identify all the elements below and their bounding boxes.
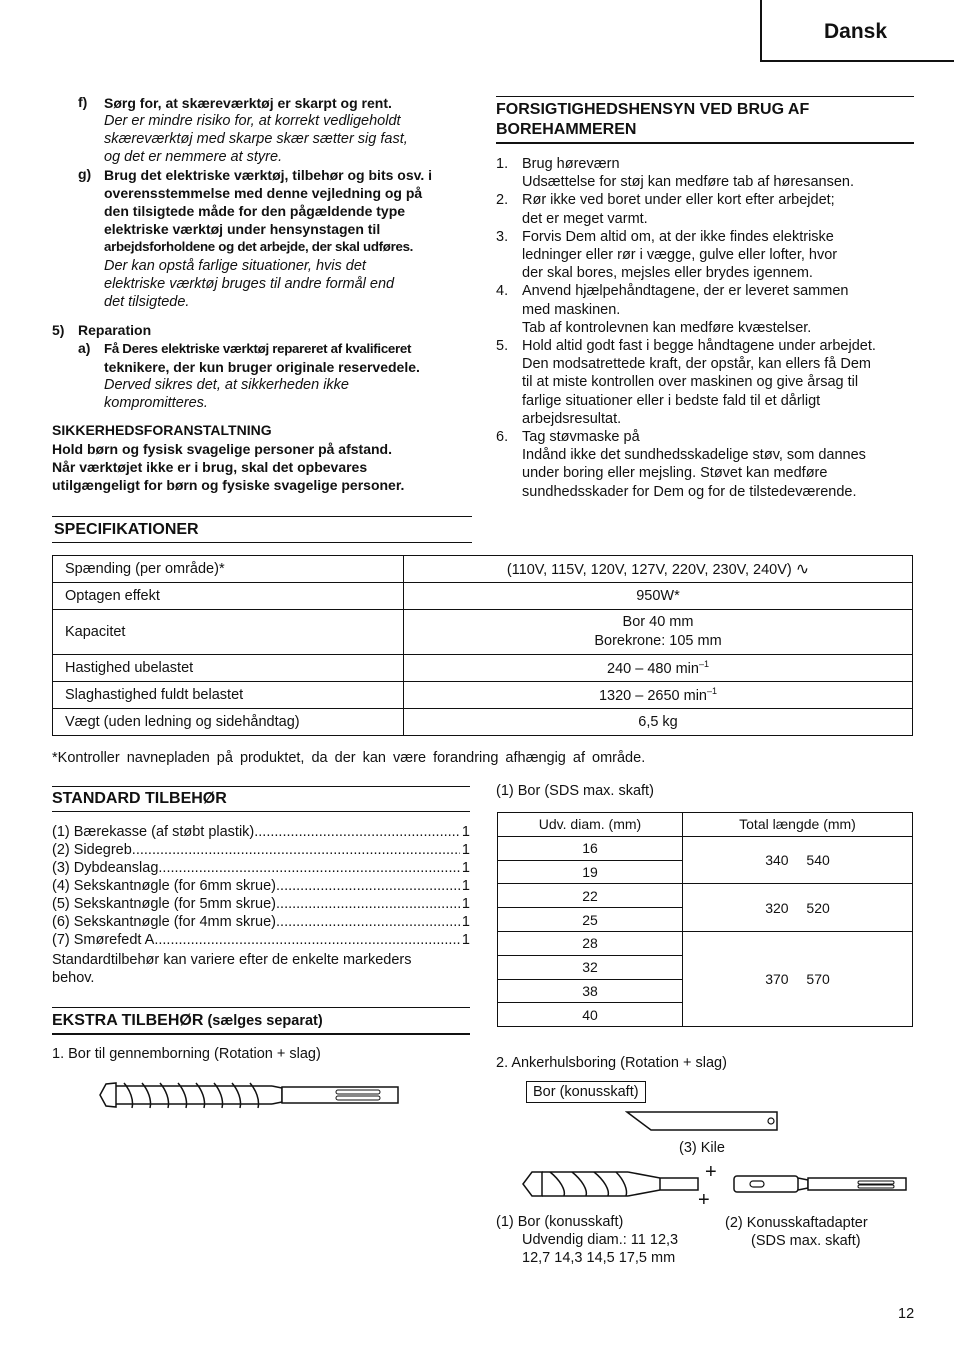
extra-top-rule [52, 1007, 470, 1008]
precautions-list [496, 155, 914, 501]
standard-title: STANDARD TILBEHØR [52, 790, 227, 807]
spec-label: Hastighed ubelastet [53, 655, 404, 682]
precaution-number: 4. [496, 283, 509, 300]
precaution-line: det er meget varmt. [522, 210, 648, 227]
diam-cell: 16 [498, 836, 683, 860]
dot-leader [276, 877, 460, 895]
table-row [498, 931, 913, 955]
accessory-qty: 1 [461, 896, 470, 912]
wedge-label: (3) Kile [679, 1140, 725, 1156]
length-cell: 340 540 [683, 836, 913, 884]
dot-leader [276, 913, 460, 931]
precaution-item [496, 282, 914, 337]
length-cell: 320 520 [683, 884, 913, 932]
precaution-number: 6. [496, 429, 509, 446]
wedge-image [625, 1108, 783, 1134]
item-g-text: Der kan opstå farlige situationer, hvis det elektriske værktøj bruges til andre formål end det tilsigtede. [104, 258, 395, 310]
accessory-label: (6) Sekskantnøgle (for 4mm skrue) [52, 914, 277, 930]
precaution-line: Den modsatrettede kraft, der opstår, kan ellers få Dem [522, 356, 871, 373]
precaution-line: med maskinen. [522, 301, 621, 318]
precaution-line: Brug høreværn [522, 156, 620, 172]
accessory-label: (4) Sekskantnøgle (for 6mm skrue) [52, 878, 277, 894]
precaution-line: Anvend hjælpehåndtagene, der er leveret sammen [522, 283, 849, 300]
standard-bottom-rule [52, 811, 470, 812]
anchor-box-label: Bor (konusskaft) [526, 1081, 646, 1103]
bor-table [497, 812, 913, 1027]
section-5-label: 5) [52, 322, 65, 338]
accessory-item [52, 841, 470, 859]
spec-value: 6,5 kg [404, 709, 913, 736]
accessory-label: (5) Sekskantnøgle (for 5mm skrue) [52, 896, 277, 912]
accessory-qty: 1 [461, 878, 470, 894]
section-5-title: Reparation [78, 322, 152, 338]
item-g-label: g) [78, 166, 92, 182]
safety-heading: SIKKERHEDSFORANSTALTNING [52, 422, 272, 438]
precaution-number: 1. [496, 156, 509, 172]
table-row [53, 682, 913, 709]
table-header-row [498, 813, 913, 837]
table-row [53, 655, 913, 682]
spec-label: Vægt (uden ledning og sidehåndtag) [53, 709, 404, 736]
dot-leader [276, 895, 460, 913]
accessory-item [52, 931, 470, 949]
precaution-line: farlige situationer eller i bedste fald til et dårligt [522, 392, 821, 409]
extra-title: EKSTRA TILBEHØR (sælges separat) [52, 1012, 323, 1029]
precautions-title: FORSIGTIGHEDSHENSYN VED BRUG AF BOREHAMMEREN [496, 101, 810, 138]
col-header-length: Total længde (mm) [683, 813, 913, 837]
dot-leader [158, 859, 460, 877]
precaution-number: 3. [496, 228, 509, 245]
accessory-item [52, 913, 470, 931]
spec-value: 950W* [404, 583, 913, 610]
specs-title: SPECIFIKATIONER [54, 521, 199, 538]
item-a-label: a) [78, 340, 91, 356]
precaution-line: arbejdsresultat. [522, 410, 622, 427]
spec-value: (110V, 115V, 120V, 127V, 220V, 230V, 240V) ∿ [404, 556, 913, 583]
item-g-title: Brug det elektriske værktøj, tilbehør og bits osv. i overensstemmelse med denne vejledning og på den tilsigtede måde for den pågældende type elektriske værktøj under hensynstagen til arbejdsforholdene og det arbejde, der skal udføres. [104, 167, 433, 254]
item-f-text: Der er mindre risiko for, at korrekt vedligeholdt skæreværktøj med skarpe skær sætter sig fast, og det er nemmere at styre. [104, 113, 408, 165]
table-row [498, 836, 913, 860]
diam-cell: 32 [498, 955, 683, 979]
extra-item-1: 1. Bor til gennemborning (Rotation + slag) [52, 1046, 321, 1062]
diam-cell: 28 [498, 931, 683, 955]
accessory-qty: 1 [461, 932, 470, 948]
precaution-line: Hold altid godt fast i begge håndtagene under arbejdet. [522, 338, 876, 355]
accessory-item [52, 895, 470, 913]
bor-table-caption: (1) Bor (SDS max. skaft) [496, 783, 654, 799]
precaution-item [496, 228, 914, 283]
safety-text: Hold børn og fysisk svagelige personer på afstand. Når værktøjet ikke er i brug, skal det opbevares utilgængeligt for børn og fysiske svagelige personer. [52, 441, 405, 493]
dot-leader [254, 823, 460, 841]
spec-label: Optagen effekt [53, 583, 404, 610]
spec-label: Spænding (per område)* [53, 556, 404, 583]
table-row [53, 709, 913, 736]
precaution-line: Tag støvmaske på [522, 429, 640, 446]
spec-label: Kapacitet [53, 610, 404, 655]
accessory-qty: 1 [461, 842, 470, 858]
diam-cell: 19 [498, 860, 683, 884]
table-row [498, 884, 913, 908]
precaution-line: Indånd ikke det sundhedsskadelige støv, som dannes [522, 447, 866, 464]
precaution-line: til at miste kontrollen over maskinen og give årsag til [522, 374, 859, 391]
accessory-qty: 1 [461, 860, 470, 876]
spec-value: 1320 – 2650 $\min^{-1}$ [404, 682, 913, 709]
diam-cell: 25 [498, 908, 683, 932]
precaution-line: Forvis Dem altid om, at der ikke findes elektriske [522, 228, 834, 245]
table-row [53, 583, 913, 610]
accessory-label: (7) Smørefedt A [52, 932, 155, 948]
item-f-title: Sørg for, at skæreværktøj er skarpt og rent. [104, 95, 392, 111]
precaution-line: under boring eller mejsling. Støvet kan medføre [522, 465, 828, 482]
adapter-image [732, 1172, 910, 1196]
item-a-title: Få Deres elektriske værktøj repareret af kvalificeret teknikere, der kun bruger originale reservedele. [104, 341, 420, 375]
anchor-caption-2: (2) Konusskaftadapter (SDS max. skaft) [725, 1215, 868, 1249]
precautions-bottom-rule [496, 142, 914, 144]
specs-footnote: *Kontroller navnepladen på produktet, da der kan være forandring afhængig af område. [52, 750, 646, 766]
precaution-item [496, 191, 914, 227]
standard-top-rule [52, 786, 470, 787]
plus-sign-2: + [698, 1189, 710, 1211]
accessory-item [52, 877, 470, 895]
standard-list [52, 823, 470, 949]
accessory-item [52, 859, 470, 877]
precaution-line: Tab af kontrolevnen kan medføre kvæstelser. [522, 319, 812, 336]
precaution-item [496, 155, 914, 191]
standard-note: Standardtilbehør kan variere efter de enkelte markeders behov. [52, 952, 412, 986]
spec-value: Bor 40 mm Borekrone: 105 mm [404, 610, 913, 655]
accessory-label: (3) Dybdeanslag [52, 860, 159, 876]
language-label: Dansk [824, 20, 888, 43]
accessory-item [52, 823, 470, 841]
dot-leader [154, 931, 460, 949]
ac-symbol-icon: ∿ [795, 561, 810, 578]
sds-drill-bit-image [96, 1078, 402, 1112]
anchor-caption-1: (1) Bor (konusskaft) Udvendig diam.: 11 12,3 12,7 14,3 14,5 17,5 mm [496, 1214, 679, 1266]
precaution-item [496, 337, 914, 428]
precaution-line: Rør ikke ved boret under eller kort efter arbejdet; [522, 192, 835, 209]
taper-drill-bit-image [520, 1168, 702, 1200]
accessory-qty: 1 [461, 824, 470, 840]
precautions-top-rule [496, 96, 914, 97]
precaution-number: 2. [496, 192, 509, 209]
spec-label: Slaghastighed fuldt belastet [53, 682, 404, 709]
specs-bottom-rule [52, 542, 472, 543]
diam-cell: 22 [498, 884, 683, 908]
specs-table [52, 555, 913, 736]
precaution-line: sundhedsskader for Dem og for de tilstedeværende. [522, 483, 857, 500]
accessory-qty: 1 [461, 914, 470, 930]
precaution-number: 5. [496, 338, 509, 355]
precaution-item [496, 428, 914, 501]
plus-sign-1: + [705, 1161, 717, 1183]
table-row [53, 556, 913, 583]
accessory-label: (1) Bærekasse (af støbt plastik) [52, 824, 255, 840]
specs-top-rule [52, 516, 472, 517]
precaution-line: Udsættelse for støj kan medføre tab af høresansen. [522, 174, 855, 191]
diam-cell: 40 [498, 1003, 683, 1027]
accessory-label: (2) Sidegreb [52, 842, 132, 858]
item-f-label: f) [78, 94, 88, 110]
dot-leader [132, 841, 460, 859]
precaution-line: ledninger eller rør i vægge, gulve eller lofter, hvor [522, 247, 838, 264]
anchor-title: 2. Ankerhulsboring (Rotation + slag) [496, 1055, 727, 1071]
precaution-line: der skal bores, mejsles eller brydes igennem. [522, 265, 813, 282]
item-a-text: Derved sikres det, at sikkerheden ikke kompromitteres. [104, 377, 349, 411]
page-number: 12 [898, 1306, 915, 1322]
language-tab [760, 0, 954, 62]
spec-value: 240 – 480 $\min^{-1}$ [404, 655, 913, 682]
table-row [53, 610, 913, 655]
length-cell: 370 570 [683, 931, 913, 1026]
diam-cell: 38 [498, 979, 683, 1003]
extra-bottom-rule [52, 1033, 470, 1035]
col-header-diam: Udv. diam. (mm) [498, 813, 683, 837]
